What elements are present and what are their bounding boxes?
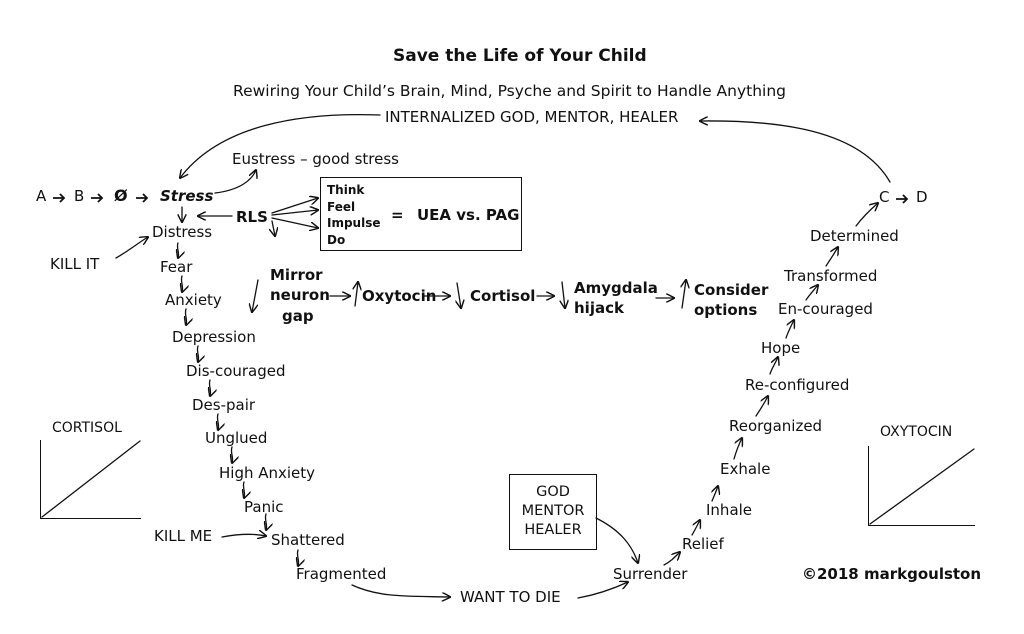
box-result: UEA vs. PAG — [417, 206, 520, 224]
right-arrow-icon — [135, 190, 149, 204]
consider-up — [682, 280, 686, 308]
descent-discouraged: Dis-couraged — [186, 362, 286, 380]
god-line-3: HEALER — [524, 521, 582, 538]
oxytocin-graph — [868, 446, 975, 526]
descent-shattered: Shattered — [271, 531, 345, 549]
oxy-up — [355, 282, 358, 306]
rls-label: RLS — [236, 208, 268, 226]
consider-line-2: options — [694, 301, 758, 320]
chain-a: A — [36, 187, 47, 205]
chain-b: B — [74, 187, 85, 205]
ascent-reconfigured: Re-configured — [745, 376, 850, 394]
kill-me-label: KILL ME — [154, 527, 213, 545]
descent-panic: Panic — [244, 498, 284, 516]
kill-it-arrow — [116, 237, 148, 258]
god-mentor-healer-box — [509, 474, 597, 550]
ascent-relief: Relief — [682, 535, 724, 553]
amygdala-hijack — [574, 278, 658, 319]
rls-fan-3 — [272, 218, 318, 228]
box-equals: = — [391, 206, 404, 224]
box-line-think: Think — [327, 183, 365, 197]
box-line-feel: Feel — [327, 199, 356, 214]
ascent-determined: Determined — [810, 227, 899, 245]
descent-high-anxiety: High Anxiety — [219, 464, 316, 482]
die-to-surrender — [578, 582, 628, 598]
oxytocin-graph-label: OXYTOCIN — [880, 424, 953, 440]
ascent-transformed: Transformed — [784, 267, 878, 285]
copyright: ©2018 markgoulston — [802, 565, 982, 583]
arc-stress-eustress — [215, 170, 256, 193]
descent-fear: Fear — [160, 258, 193, 276]
think-feel-box — [320, 177, 522, 251]
chain-null: Ø — [114, 186, 128, 205]
ascent-exhale: Exhale — [720, 460, 771, 478]
want-to-die-label: WANT TO DIE — [460, 588, 561, 606]
ascent-encouraged: En-couraged — [778, 300, 873, 318]
god-line-1: GOD — [536, 484, 570, 500]
cortisol-label: Cortisol — [470, 287, 536, 305]
page-title: Save the Life of Your Child — [393, 46, 647, 66]
rls-fan-4 — [272, 221, 275, 236]
chain-d: D — [916, 188, 928, 206]
descent-anxiety: Anxiety — [165, 291, 222, 309]
box-line-do: Do — [327, 232, 346, 247]
cortisol-graph — [40, 440, 141, 519]
mirror-line-2: neuron — [270, 286, 330, 305]
ascent-hope: Hope — [761, 339, 801, 357]
cortisol-graph-label: CORTISOL — [52, 420, 122, 436]
ascent-inhale: Inhale — [706, 501, 753, 519]
descent-unglued: Unglued — [205, 429, 268, 447]
stress-label: Stress — [160, 187, 214, 205]
descent-despair: Des-pair — [192, 396, 256, 414]
kill-it-label: KILL IT — [50, 255, 100, 273]
ascent-reorganized: Reorganized — [729, 417, 823, 435]
god-to-surrender — [596, 518, 638, 563]
box-line-impulse: Impulse — [327, 216, 381, 231]
internalized-label: INTERNALIZED GOD, MENTOR, HEALER — [385, 108, 679, 126]
kill-me-arrow — [222, 534, 266, 537]
amygdala-line-2: hijack — [574, 299, 624, 318]
fragmented-to-die — [352, 585, 450, 597]
descent-distress: Distress — [152, 223, 213, 241]
consider-line-1: Consider — [694, 281, 769, 299]
mirror-line-1: Mirror — [270, 266, 323, 284]
arc-right-to-top — [700, 121, 890, 182]
right-arrow-icon — [90, 190, 104, 204]
cort-down — [457, 283, 461, 308]
right-arrow-icon — [895, 191, 909, 205]
mirror-down-arrow — [252, 280, 258, 312]
consider-options — [694, 280, 768, 321]
page-subtitle: Rewiring Your Child’s Brain, Mind, Psyche and Spirit to Handle Anything — [233, 82, 787, 100]
mirror-neuron-gap — [270, 265, 330, 326]
oxytocin-label: Oxytocin — [362, 287, 437, 305]
chain-c: C — [879, 188, 890, 206]
mirror-line-3: gap — [282, 306, 314, 325]
eustress-label: Eustress – good stress — [232, 150, 399, 168]
arc-top-to-stress — [180, 115, 380, 178]
descent-fragmented: Fragmented — [296, 565, 387, 583]
box-lines — [327, 182, 381, 248]
right-arrow-icon — [52, 190, 66, 204]
descent-depression: Depression — [172, 328, 256, 346]
amyg-down — [562, 282, 565, 308]
god-line-2: MENTOR — [521, 502, 585, 519]
amygdala-line-1: Amygdala — [574, 279, 658, 297]
ascent-surrender: Surrender — [613, 565, 688, 583]
